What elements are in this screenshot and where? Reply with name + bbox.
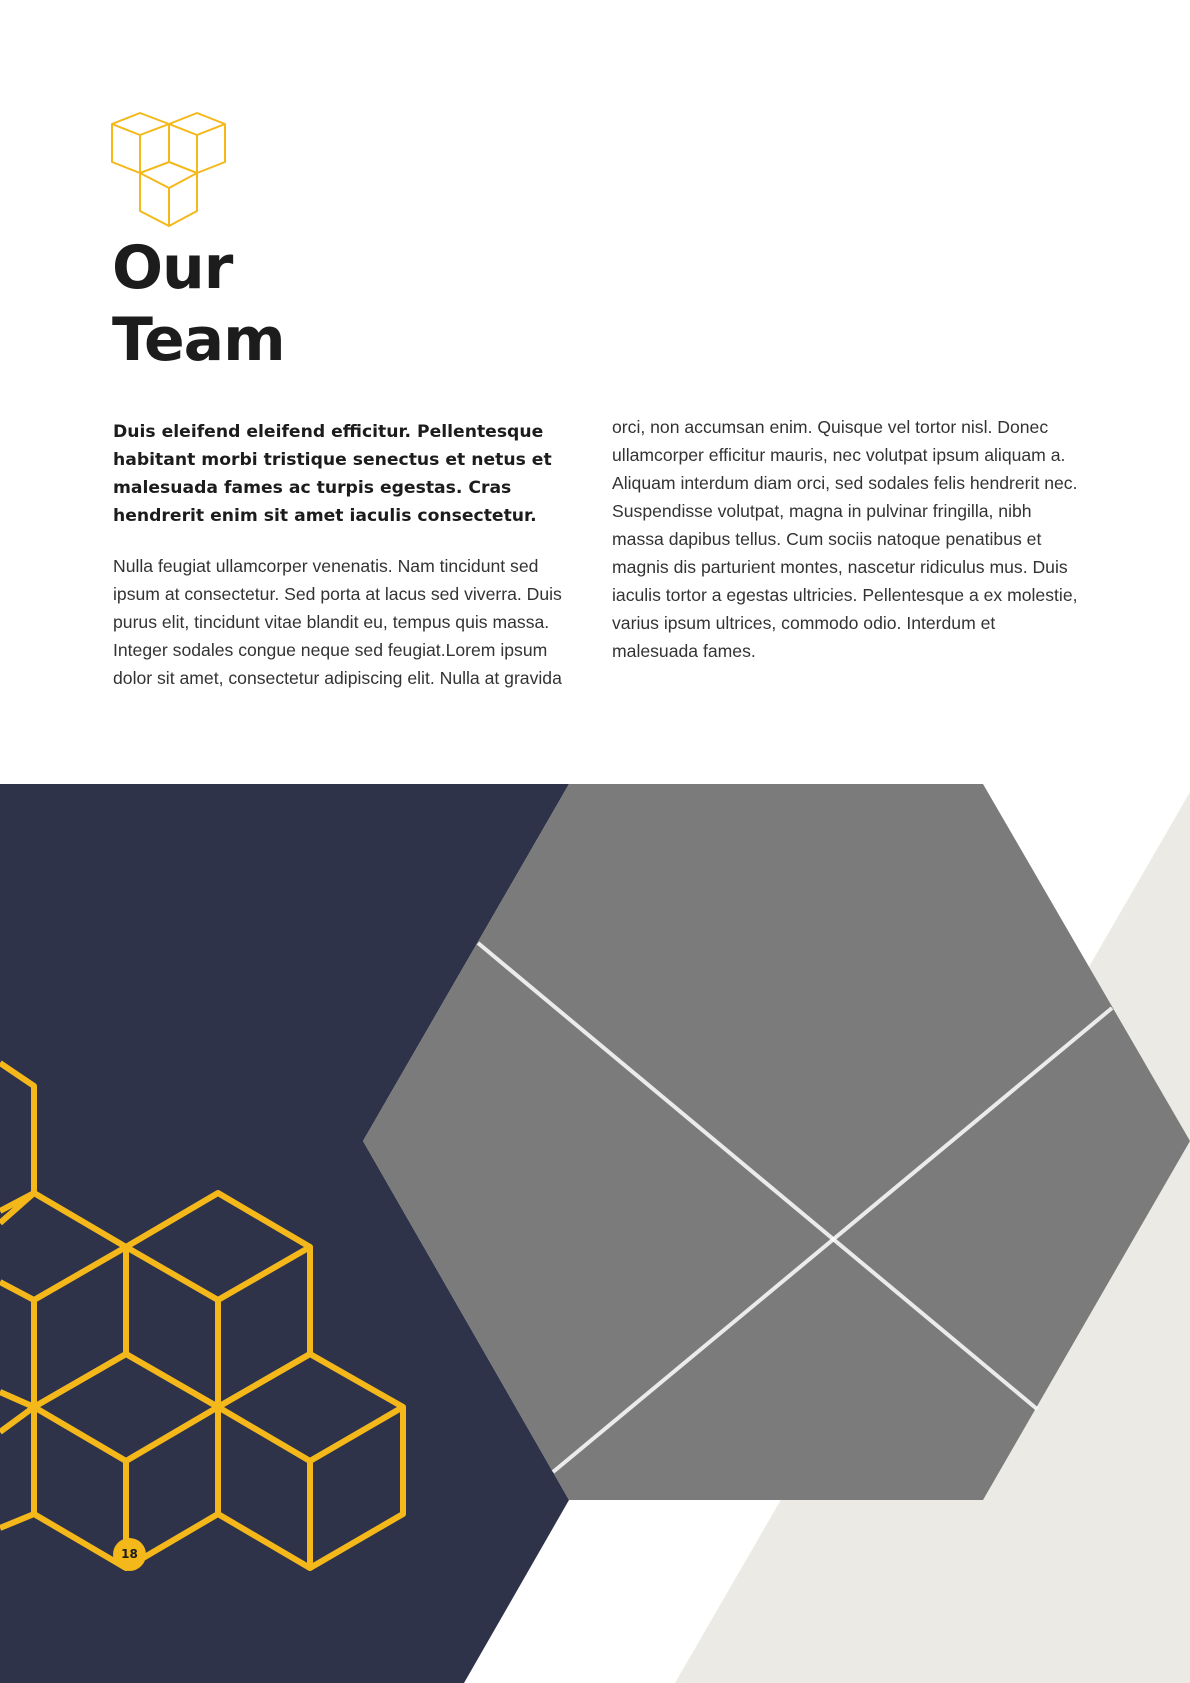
body-paragraph-right: orci, non accumsan enim. Quisque vel tortor nisl. Donec ullamcorper efficitur mauris, nec volutpat ipsum aliquam a. Aliquam interdum diam orci, sed sodales felis hendrerit nec. Suspendisse volutpat, magna in pulvinar fringilla, nibh massa dapibus tellus. Cum sociis natoque penatibus et magnis dis parturient montes, nascetur ridiculus mus. Duis iaculis tortor a egestas ultricies. Pellentesque a ex molestie, varius ipsum ultrices, commodo odio. Interdum et malesuada fames.: [612, 417, 1078, 661]
title-line-1: Our: [112, 233, 233, 303]
text-column-right: [612, 413, 1082, 665]
bottom-artwork: [0, 784, 1190, 1683]
body-paragraph-left: Nulla feugiat ullamcorper venenatis. Nam tincidunt sed ipsum at consectetur. Sed porta at lacus sed viverra. Duis purus elit, tincidunt vitae blandit eu, tempus quis massa. Integer sodales congue neque sed feugiat.Lorem ipsum dolor sit amet, consectetur adipiscing elit. Nulla at gravida: [113, 556, 562, 688]
page-title: [112, 232, 285, 376]
page-number-badge: 18: [113, 1538, 146, 1571]
cubes-logo-icon: [111, 110, 227, 228]
text-column-left: [113, 418, 588, 692]
lead-paragraph: Duis eleifend eleifend efficitur. Pellentesque habitant morbi tristique senectus et netus et malesuada fames ac turpis egestas. Cras hendrerit enim sit amet iaculis consectetur.: [113, 422, 552, 526]
title-line-2: Team: [112, 305, 285, 375]
